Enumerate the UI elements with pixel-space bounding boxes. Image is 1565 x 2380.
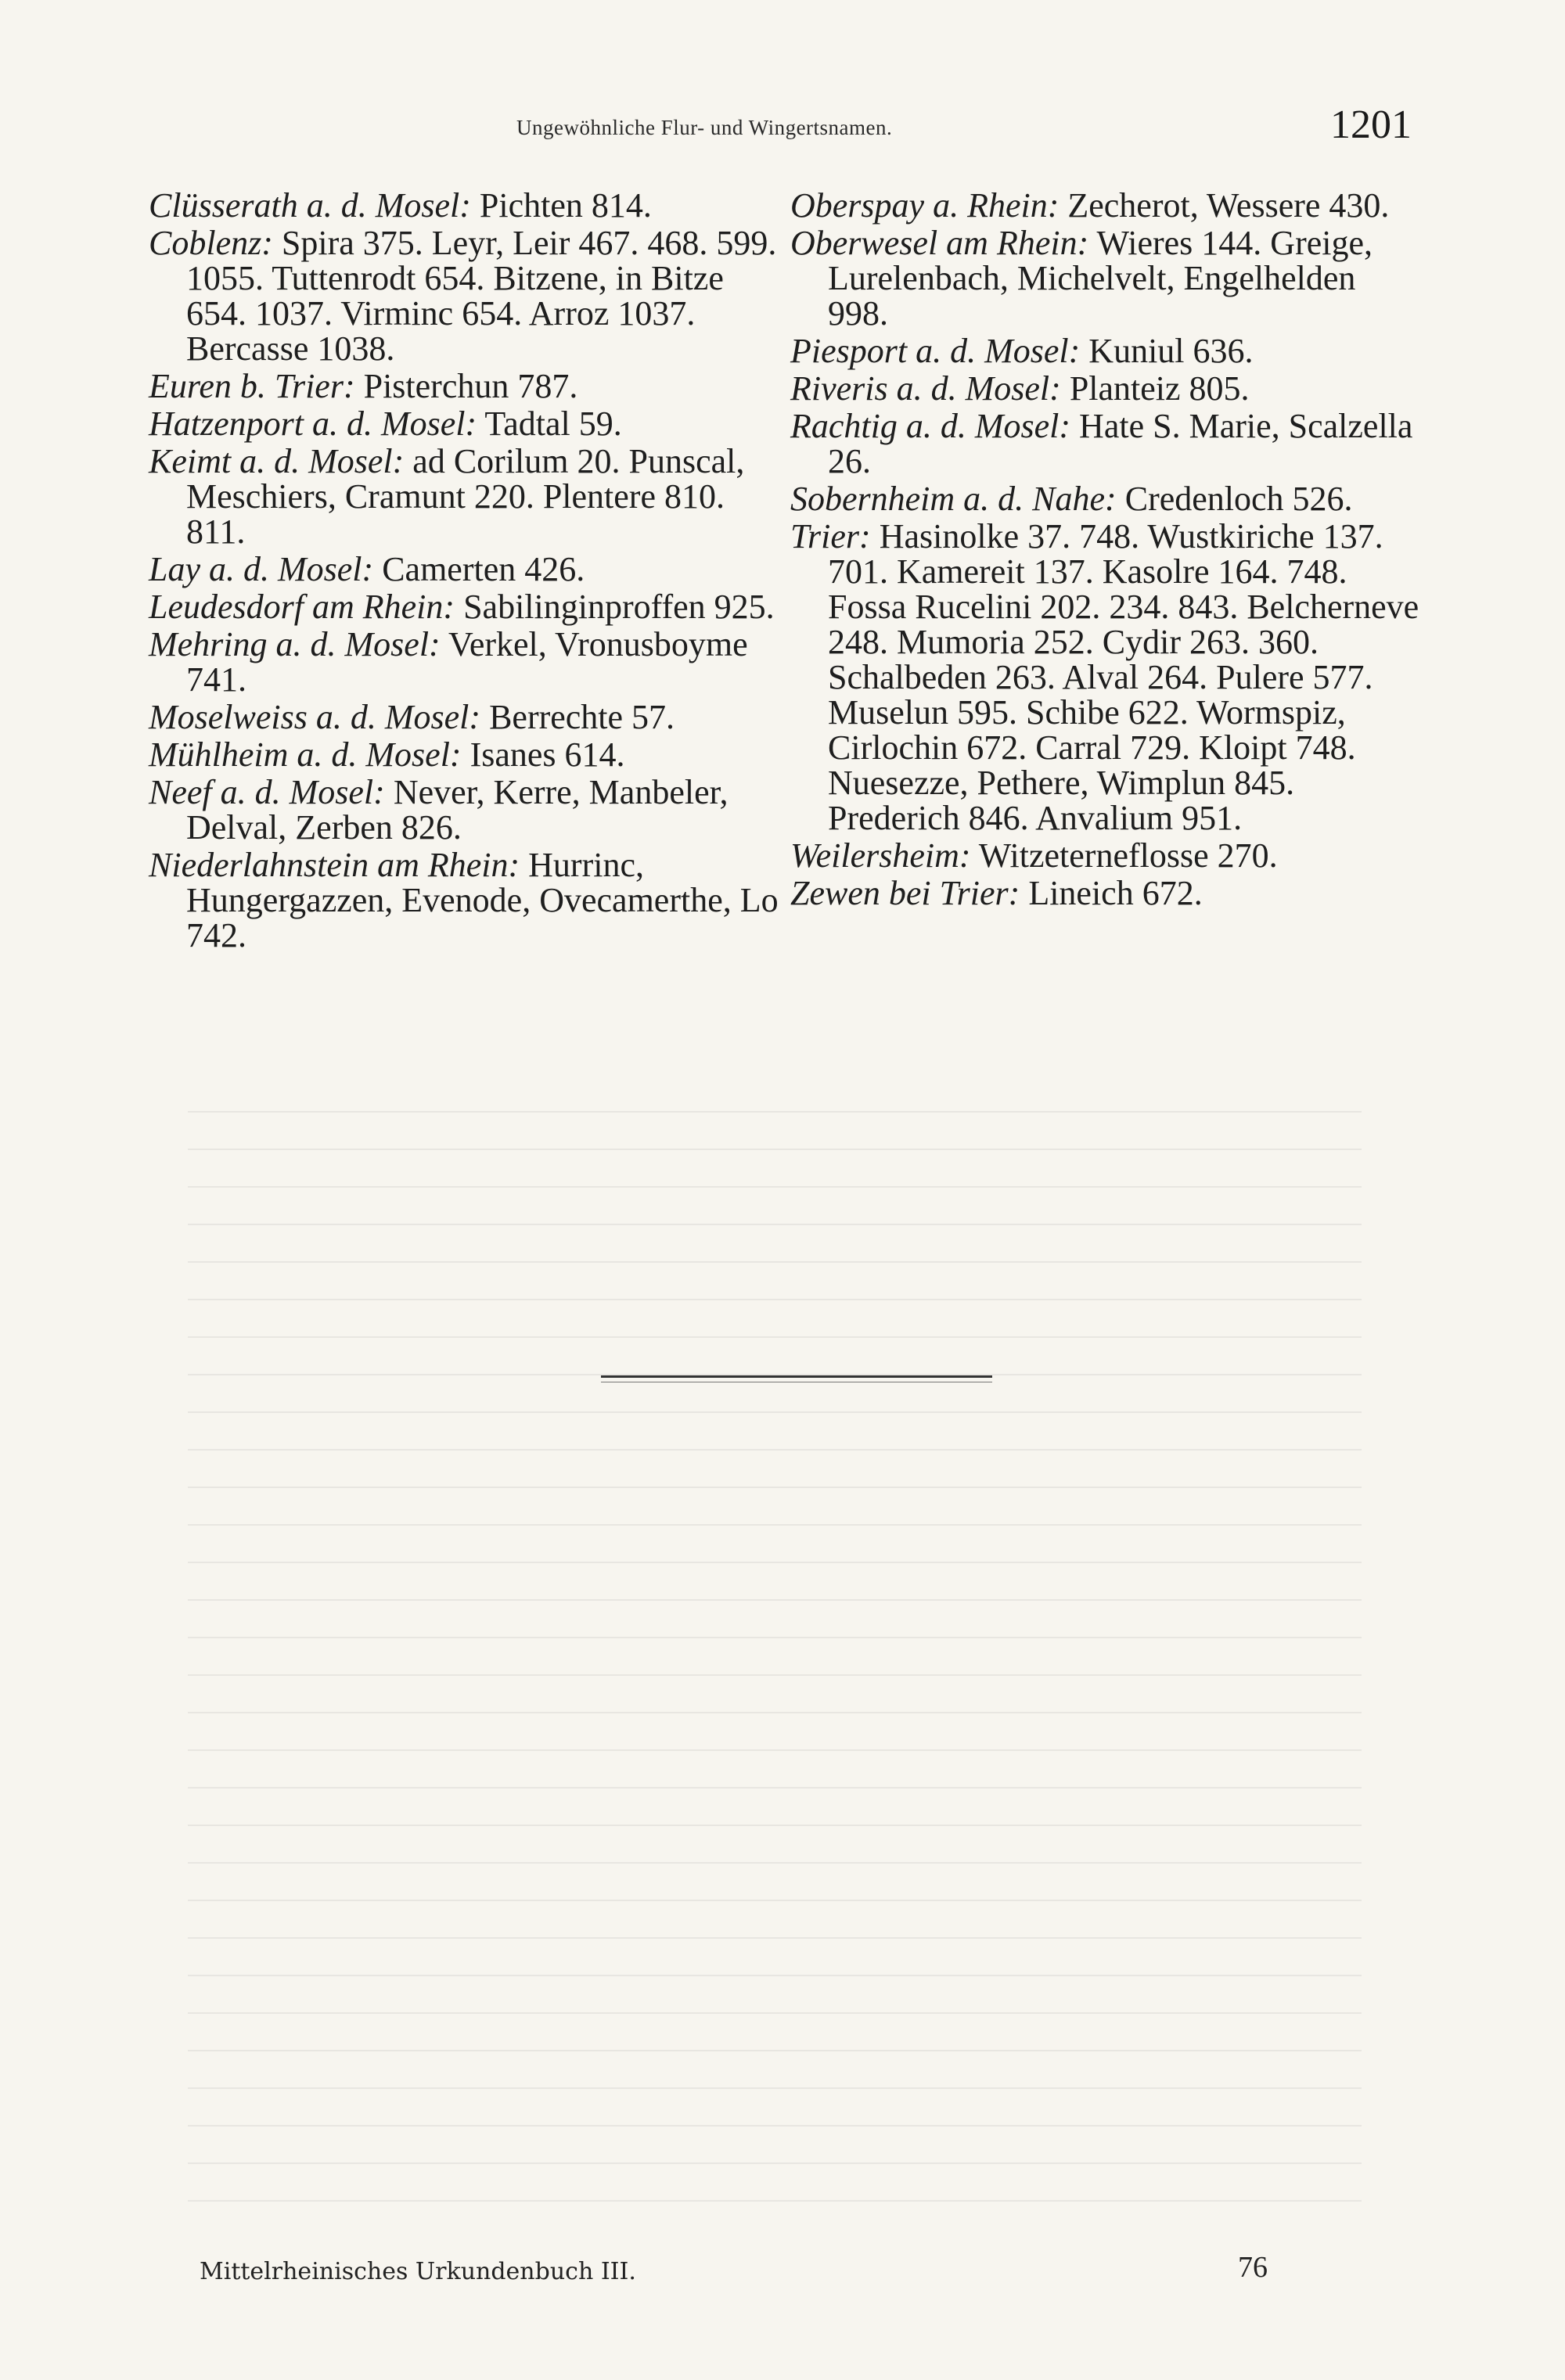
place-name: Leudesdorf am Rhein: (149, 588, 455, 626)
field-names: ad Corilum 20. Punscal, Meschiers, Cramunt 220. Plentere 810. 811. (186, 442, 745, 551)
place-name: Mühlheim a. d. Mosel: (149, 735, 462, 774)
show-through-texture (188, 1111, 1362, 2238)
place-name: Niederlahnstein am Rhein: (149, 846, 520, 884)
index-entry (790, 838, 1424, 873)
index-entry (790, 481, 1424, 516)
page-header (0, 102, 1565, 156)
place-name: Mehring a. d. Mosel: (149, 625, 441, 663)
place-name: Oberwesel am Rhein: (790, 224, 1089, 262)
index-entry (790, 225, 1424, 331)
field-names: Camerten 426. (382, 550, 585, 588)
index-entry (149, 699, 782, 735)
place-name: Keimt a. d. Mosel: (149, 442, 405, 480)
index-entry (790, 408, 1424, 479)
section-divider (601, 1375, 992, 1378)
field-names: Berrechte 57. (489, 698, 675, 736)
index-entry (790, 333, 1424, 369)
field-names: Wieres 144. Greige, Lurelenbach, Michelvelt, Engelhelden 998. (828, 224, 1373, 333)
field-names: Hasinolke 37. 748. Wustkiriche 137. 701. Kamereit 137. Kasolre 164. 748. Fossa Rucelini 202. 234. 843. Belcherneve 248. Mumoria 252. Cydir 263. 360. Schalbeden 263. Alval 264. Pulere 577. Muselun 595. Schibe 622. Wormspiz, Cirlochin 672. Carral 729. Kloipt 748. Nuesezze, Pethere, Wimplun 845. Prederich 846. Anvalium 951. (828, 517, 1419, 837)
place-name: Euren b. Trier: (149, 367, 355, 405)
field-names: Hurrinc, Hungergazzen, Evenode, Ovecamerthe, Lo 742. (186, 846, 779, 955)
index-entry (149, 444, 782, 549)
running-title: Ungewöhnliche Flur- und Wingertsnamen. (516, 116, 893, 139)
place-name: Piesport a. d. Mosel: (790, 332, 1081, 370)
index-entry (149, 552, 782, 587)
place-name: Zewen bei Trier: (790, 874, 1020, 912)
place-name: Clüsserath a. d. Mosel: (149, 186, 471, 225)
index-entry (149, 737, 782, 772)
index-entry (149, 775, 782, 845)
field-names: Verkel, Vronusboyme 741. (186, 625, 748, 699)
field-names: Credenloch 526. (1124, 480, 1353, 518)
field-names: Witzeterneflosse 270. (978, 836, 1278, 875)
field-names: Spira 375. Leyr, Leir 467. 468. 599. 1055. Tuttenrodt 654. Bitzene, in Bitze 654. 1037. Virminc 654. Arroz 1037. Bercasse 1038. (186, 224, 777, 368)
place-name: Sobernheim a. d. Nahe: (790, 480, 1117, 518)
place-name: Riveris a. d. Mosel: (790, 369, 1061, 408)
place-name: Oberspay a. Rhein: (790, 186, 1060, 225)
index-entry (149, 225, 782, 366)
footer-source: Mittelrheinisches Urkundenbuch III. (200, 2258, 636, 2285)
index-entry (149, 188, 782, 223)
place-name: Trier: (790, 517, 871, 555)
index-entry (790, 371, 1424, 406)
field-names: Hate S. Marie, Scalzella 26. (828, 407, 1413, 480)
index-entry (149, 369, 782, 404)
field-names: Planteiz 805. (1069, 369, 1250, 408)
index-entry (149, 589, 782, 624)
index-entry (790, 188, 1424, 223)
place-name: Neef a. d. Mosel: (149, 773, 385, 811)
field-names: Lineich 672. (1028, 874, 1203, 912)
field-names: Pisterchun 787. (363, 367, 578, 405)
field-names: Zecherot, Wessere 430. (1067, 186, 1390, 225)
field-names: Tadtal 59. (484, 404, 622, 443)
field-names: Pichten 814. (479, 186, 652, 225)
place-name: Hatzenport a. d. Mosel: (149, 404, 477, 443)
index-entry (790, 875, 1424, 911)
place-name: Coblenz: (149, 224, 273, 262)
field-names: Sabilinginproffen 925. (463, 588, 775, 626)
field-names: Kuniul 636. (1088, 332, 1254, 370)
field-names: Isanes 614. (470, 735, 625, 774)
field-names: Never, Kerre, Manbeler, Delval, Zerben 826. (186, 773, 729, 847)
index-entry (790, 519, 1424, 836)
place-name: Lay a. d. Mosel: (149, 550, 374, 588)
signature-mark: 76 (1238, 2251, 1268, 2284)
place-name: Moselweiss a. d. Mosel: (149, 698, 481, 736)
page-footer (0, 2250, 1565, 2297)
index-entry (149, 847, 782, 953)
place-name: Weilersheim: (790, 836, 971, 875)
index-entry (149, 627, 782, 697)
left-column (149, 188, 782, 955)
place-name: Rachtig a. d. Mosel: (790, 407, 1071, 445)
right-column (790, 188, 1424, 913)
page-number: 1201 (1330, 102, 1412, 147)
index-entry (149, 406, 782, 441)
